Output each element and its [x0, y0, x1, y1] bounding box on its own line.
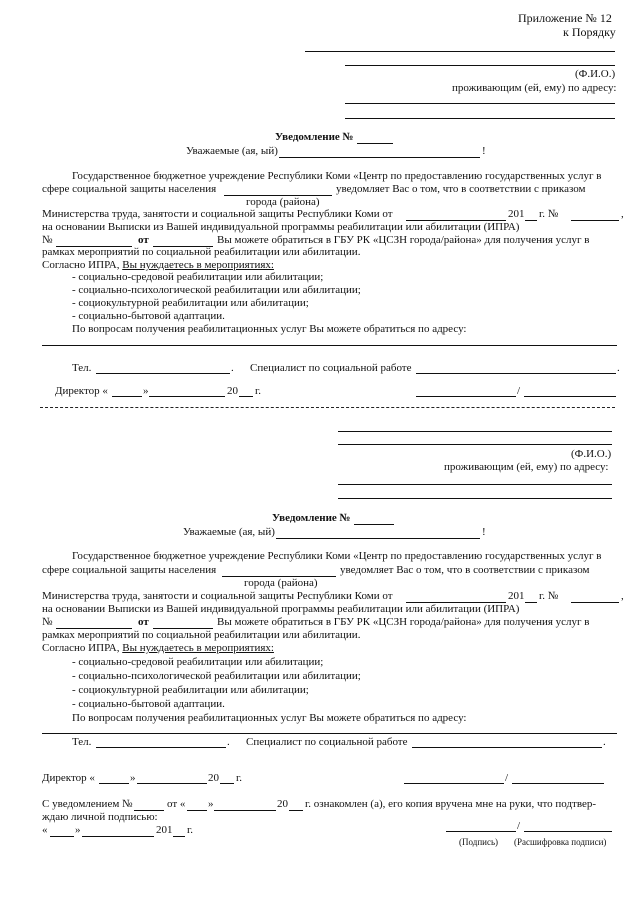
year-prefix: 201 — [156, 824, 173, 836]
paragraph-text: Вы можете обратиться в ГБУ РК «ЦСЗН города/района» для получения услуг в — [217, 234, 590, 246]
needs-heading — [42, 259, 274, 271]
decode-caption: (Расшифровка подписи) — [514, 837, 607, 847]
needs-heading-start: Согласно ИПРА, — [42, 259, 120, 271]
tel-label: Тел. — [72, 362, 92, 374]
year-suffix-field[interactable] — [525, 602, 537, 603]
paragraph-text: сфере социальной защиты населения — [42, 183, 217, 195]
tel-field[interactable] — [96, 747, 226, 748]
director-signature-field[interactable] — [416, 396, 516, 397]
specialist-field[interactable] — [416, 373, 616, 374]
specialist-label: Специалист по социальной работе — [250, 362, 412, 374]
director-day-field[interactable] — [99, 783, 129, 784]
year-label: г. — [187, 824, 194, 836]
paragraph-text: на основании Выписки из Вашей индивидуальной программы реабилитации или абилитации (ИПРА) — [42, 221, 520, 233]
slash: / — [517, 820, 521, 832]
contact-text: По вопросам получения реабилитационных услуг Вы можете обратиться по адресу: — [72, 712, 467, 724]
salutation-name-field[interactable] — [279, 157, 480, 158]
dot: . — [227, 736, 230, 748]
needs-heading — [42, 642, 274, 654]
ack-from-label: от « — [167, 798, 186, 810]
ack-day-field[interactable] — [187, 810, 207, 811]
list-item: - социокультурной реабилитации или абилитации; — [72, 297, 309, 309]
recipient-name-line[interactable] — [338, 431, 612, 432]
year-prefix: 20 — [208, 772, 219, 784]
address-line[interactable] — [338, 484, 612, 485]
order-number-label: г. № — [539, 208, 559, 220]
ipra-number-label: № — [42, 234, 53, 246]
year-label: г. — [255, 385, 262, 397]
order-number-label: г. № — [539, 590, 559, 602]
slash: / — [505, 772, 509, 784]
dot: . — [617, 362, 620, 374]
paragraph-text: на основании Выписки из Вашей индивидуальной программы реабилитации или абилитации (ИПРА) — [42, 603, 520, 615]
year-prefix: 20 — [277, 798, 288, 810]
quote-close: » — [75, 824, 81, 836]
paragraph-text: рамках мероприятий по социальной реабилитации или абилитации. — [42, 246, 361, 258]
year-prefix: 201 — [508, 208, 525, 220]
director-year-field[interactable] — [220, 783, 234, 784]
contact-address-line[interactable] — [42, 345, 617, 346]
recipient-name-line[interactable] — [338, 444, 612, 445]
dot: . — [231, 362, 234, 374]
salutation: Уважаемые (ая, ый) — [186, 145, 278, 157]
ack-year-field[interactable] — [289, 810, 303, 811]
city-caption: города (района) — [244, 577, 318, 589]
contact-text: По вопросам получения реабилитационных услуг Вы можете обратиться по адресу: — [72, 323, 467, 335]
address-caption: проживающим (ей, ему) по адресу: — [452, 82, 617, 94]
quote-close: » — [143, 385, 149, 397]
recipient-name-line[interactable] — [345, 65, 615, 66]
slash: / — [517, 385, 521, 397]
needs-heading-start: Согласно ИПРА, — [42, 642, 120, 654]
dot: . — [603, 736, 606, 748]
director-label: Директор « — [42, 772, 95, 784]
director-month-field[interactable] — [137, 783, 207, 784]
address-line[interactable] — [345, 118, 615, 119]
ipra-date-label: от — [138, 616, 149, 628]
year-prefix: 201 — [508, 590, 525, 602]
order-number-field[interactable] — [571, 220, 619, 221]
salutation-mark: ! — [482, 145, 486, 157]
salutation: Уважаемые (ая, ый) — [183, 526, 275, 538]
appendix-label: Приложение № 12 — [518, 11, 612, 25]
sign-day-field[interactable] — [50, 836, 74, 837]
quote-open: « — [42, 824, 48, 836]
director-month-field[interactable] — [149, 396, 225, 397]
paragraph-text: уведомляет Вас о том, что в соответствии с приказом — [336, 183, 586, 195]
fio-caption: (Ф.И.О.) — [575, 68, 616, 80]
city-caption: города (района) — [246, 196, 320, 208]
cut-line — [40, 407, 615, 408]
order-number-field[interactable] — [571, 602, 619, 603]
specialist-label: Специалист по социальной работе — [246, 736, 408, 748]
year-label: г. — [236, 772, 243, 784]
paragraph-text: Министерства труда, занятости и социальной защиты Республики Коми от — [42, 590, 393, 602]
list-item: - социально-психологической реабилитации или абилитации; — [72, 284, 361, 296]
address-line[interactable] — [345, 103, 615, 104]
ack-text: ждаю личной подписью: — [42, 811, 158, 823]
list-item: - социально-бытовой адаптации. — [72, 698, 225, 710]
notice-number-field[interactable] — [357, 143, 393, 144]
list-item: - социально-бытовой адаптации. — [72, 310, 225, 322]
address-caption: проживающим (ей, ему) по адресу: — [444, 461, 609, 473]
needs-heading-underlined: Вы нуждаетесь в мероприятиях: — [122, 259, 274, 271]
signature-decode-field[interactable] — [524, 831, 612, 832]
director-name-field[interactable] — [524, 396, 616, 397]
salutation-name-field[interactable] — [276, 538, 480, 539]
comma: , — [621, 208, 624, 220]
sign-year-field[interactable] — [173, 836, 185, 837]
needs-heading-underlined: Вы нуждаетесь в мероприятиях: — [122, 642, 274, 654]
director-signature-field[interactable] — [404, 783, 504, 784]
recipient-name-line[interactable] — [305, 51, 615, 52]
tel-label: Тел. — [72, 736, 92, 748]
specialist-field[interactable] — [412, 747, 602, 748]
list-item: - социально-средовой реабилитации или абилитации; — [72, 271, 324, 283]
paragraph-text: уведомляет Вас о том, что в соответствии с приказом — [340, 564, 590, 576]
director-name-field[interactable] — [512, 783, 604, 784]
ack-text: г. ознакомлен (а), его копия вручена мне на руки, что подтвер- — [305, 798, 597, 810]
ack-month-field[interactable] — [214, 810, 276, 811]
ipra-number-label: № — [42, 616, 53, 628]
address-line[interactable] — [338, 498, 612, 499]
paragraph-text: Государственное бюджетное учреждение Республики Коми «Центр по предоставлению государственных услуг в — [72, 170, 602, 182]
tel-field[interactable] — [96, 373, 230, 374]
notice-number-field[interactable] — [354, 524, 394, 525]
signature-field[interactable] — [446, 831, 516, 832]
director-day-field[interactable] — [112, 396, 142, 397]
year-suffix-field[interactable] — [525, 220, 537, 221]
list-item: - социокультурной реабилитации или абилитации; — [72, 684, 309, 696]
paragraph-text: Министерства труда, занятости и социальной защиты Республики Коми от — [42, 208, 393, 220]
notice-title: Уведомление № — [272, 512, 351, 524]
comma: , — [621, 590, 624, 602]
quote-close: » — [130, 772, 136, 784]
signature-caption: (Подпись) — [459, 837, 499, 847]
paragraph-text: Государственное бюджетное учреждение Республики Коми «Центр по предоставлению государственных услуг в — [72, 550, 602, 562]
ipra-date-label: от — [138, 234, 149, 246]
ack-label: С уведомлением № — [42, 798, 133, 810]
director-year-field[interactable] — [239, 396, 253, 397]
year-prefix: 20 — [227, 385, 238, 397]
director-label: Директор « — [55, 385, 108, 397]
paragraph-text: сфере социальной защиты населения — [42, 564, 217, 576]
quote-close: » — [208, 798, 214, 810]
salutation-mark: ! — [482, 526, 486, 538]
notice-title: Уведомление № — [275, 131, 354, 143]
sign-month-field[interactable] — [82, 836, 154, 837]
list-item: - социально-психологической реабилитации или абилитации; — [72, 670, 361, 682]
list-item: - социально-средовой реабилитации или абилитации; — [72, 656, 324, 668]
contact-address-line[interactable] — [42, 733, 617, 734]
paragraph-text: Вы можете обратиться в ГБУ РК «ЦСЗН города/района» для получения услуг в — [217, 616, 590, 628]
order-label: к Порядку — [563, 25, 616, 39]
fio-caption: (Ф.И.О.) — [571, 448, 612, 460]
paragraph-text: рамках мероприятий по социальной реабилитации или абилитации. — [42, 629, 361, 641]
